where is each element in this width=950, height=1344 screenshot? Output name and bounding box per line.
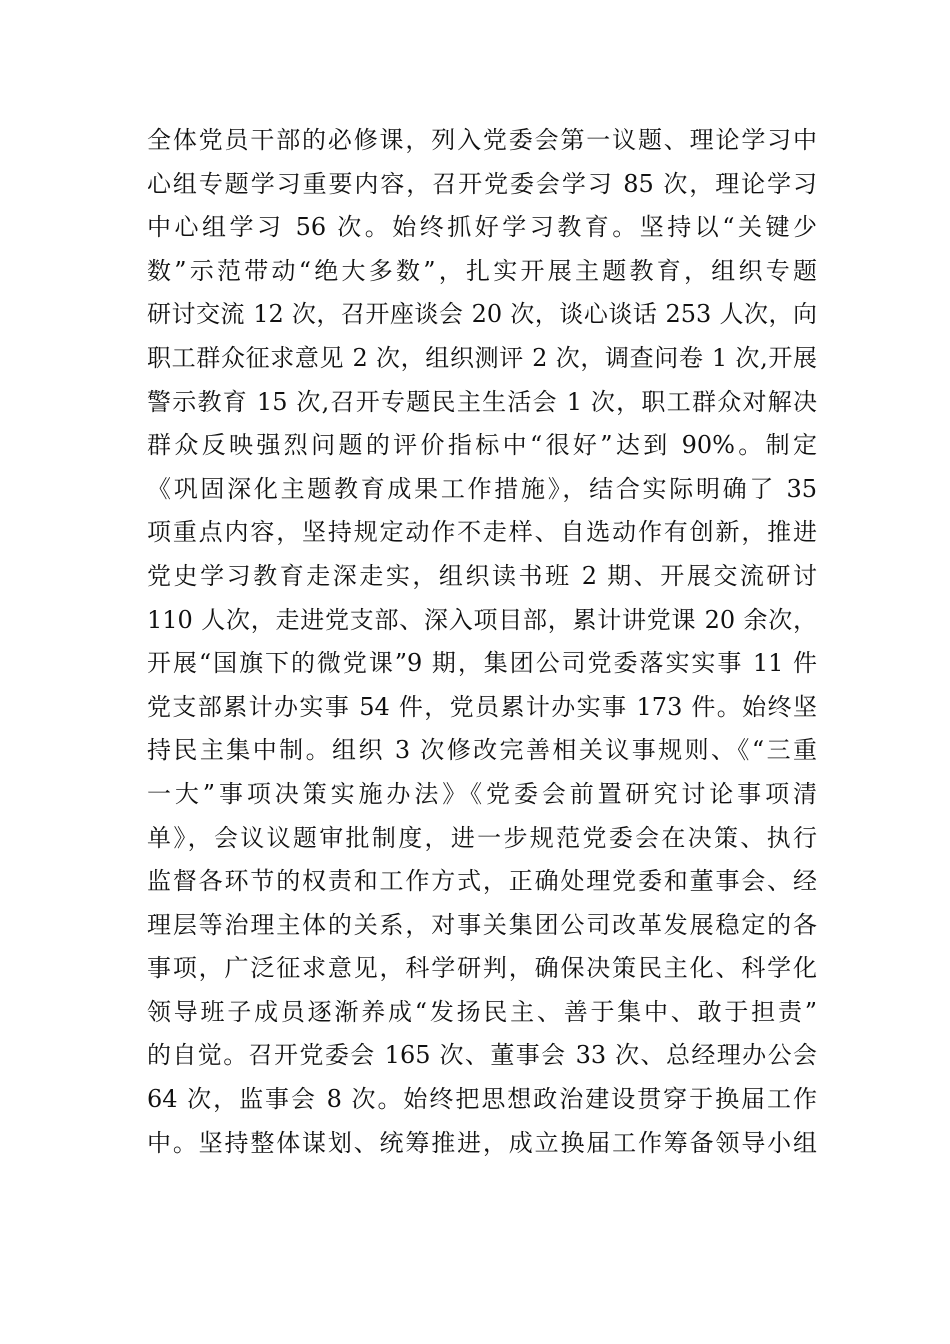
body-text	[147, 119, 817, 1165]
text-line-3: 中心组学习 56 次。始终抓好学习教育。坚持以“关键少	[147, 213, 817, 242]
text-line-11: 党史学习教育走深走实，组织读书班 2 期、开展交流研讨	[147, 561, 817, 590]
text-line-1: 全体党员干部的必修课，列入党委会第一议题、理论学习中	[147, 126, 817, 154]
text-line-19: 理层等治理主体的关系，对事关集团公司改革发展稳定的各	[147, 910, 817, 939]
text-line-18: 监督各环节的权责和工作方式，正确处理党委和董事会、经	[147, 867, 817, 896]
text-line-14: 党支部累计办实事 54 件，党员累计办实事 173 件。始终坚	[147, 692, 817, 721]
text-line-8: 群众反映强烈问题的评价指标中“很好”达到 90%。制定	[147, 431, 817, 460]
text-line-10: 项重点内容，坚持规定动作不走样、自选动作有创新，推进	[147, 518, 817, 547]
text-line-21: 领导班子成员逐渐养成“发扬民主、善于集中、敢于担责”	[147, 997, 817, 1026]
text-line-13: 开展“国旗下的微党课”9 期，集团公司党委落实实事 11 件	[147, 649, 817, 678]
text-line-20: 事项，广泛征求意见，科学研判，确保决策民主化、科学化	[147, 954, 817, 983]
text-line-6: 职工群众征求意见 2 次，组织测评 2 次，调查问卷 1 次,开展	[147, 343, 817, 372]
text-line-7: 警示教育 15 次,召开专题民主生活会 1 次，职工群众对解决	[147, 387, 817, 416]
text-line-24: 中。坚持整体谋划、统筹推进，成立换届工作筹备领导小组	[147, 1128, 817, 1157]
text-line-4: 数”示范带动“绝大多数”，扎实开展主题教育，组织专题	[147, 256, 817, 285]
text-line-15: 持民主集中制。组织 3 次修改完善相关议事规则、《“三重	[147, 736, 817, 765]
text-line-5: 研讨交流 12 次，召开座谈会 20 次，谈心谈话 253 人次，向	[147, 300, 817, 329]
text-line-23: 64 次，监事会 8 次。始终把思想政治建设贯穿于换届工作	[147, 1085, 817, 1114]
text-line-12: 110 人次，走进党支部、深入项目部，累计讲党课 20 余次，	[147, 605, 817, 634]
text-line-17: 单》，会议议题审批制度，进一步规范党委会在决策、执行	[147, 823, 817, 852]
text-line-22: 的自觉。召开党委会 165 次、董事会 33 次、总经理办公会	[147, 1041, 817, 1070]
text-line-9: 《巩固深化主题教育成果工作措施》，结合实际明确了 35	[147, 474, 817, 503]
text-line-2: 心组专题学习重要内容，召开党委会学习 85 次，理论学习	[147, 169, 817, 198]
text-line-16: 一大”事项决策实施办法》《党委会前置研究讨论事项清	[147, 779, 817, 808]
